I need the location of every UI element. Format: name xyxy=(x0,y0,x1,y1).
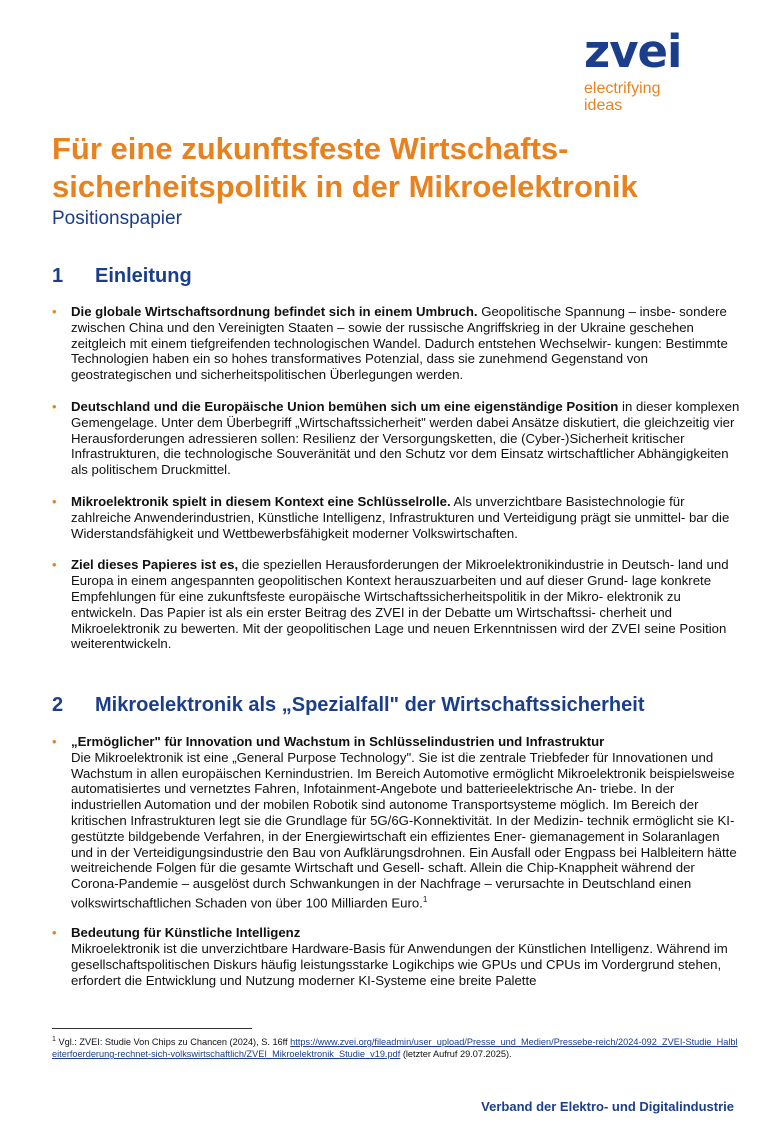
section-number: 1 xyxy=(52,265,64,287)
bullet-heading: Bedeutung für Künstliche Intelligenz xyxy=(71,925,301,941)
section-title: Einleitung xyxy=(95,265,192,287)
section-heading-1 xyxy=(52,265,192,288)
document-title xyxy=(52,130,742,206)
footnote-reference[interactable]: 1 xyxy=(422,894,428,904)
logo-tagline-line1: electrifying xyxy=(584,80,661,97)
list-item xyxy=(52,734,742,911)
footnote-suffix: (letzter Aufruf 29.07.2025). xyxy=(402,1049,512,1060)
zvei-logo xyxy=(584,25,744,114)
bullet-lead: Mikroelektronik spielt in diesem Kontext eine Schlüsselrolle. xyxy=(71,493,451,509)
bullet-dot-icon: • xyxy=(52,557,57,573)
bullet-text: Die Mikroelektronik ist eine „General Purpose Technology". Sie ist die zentrale Triebfeder für Innovationen und Wachstum in allen europäischen Kernindustrien. Im Bereich Automotive ermöglicht Mikroelektronik beispielsweise automatisiertes und vernetztes Fahren, Infotainment-Angebote und batterieelektrische An- triebe. In der industriellen Automation und der mobilen Robotik sind autonome Transportsysteme möglich. Im Bereich der kritischen Infrastrukturen legt sie die Grundlage für 5G/6G-Konnektivität. In der Medizin- technik ermöglicht sie KI-gestützte bildgebende Verfahren, in der Energiewirtschaft ein effizientes Ener- giemanagement in Solaranlagen und in der Verteidigungsindustrie den Bau von Aufklärungsdrohnen. Ein Ausfall oder Engpass bei Halbleitern hätte weitreichende Folgen für die gesamte Wirtschaft und Gesell- schaft. Allein die Chip-Knappheit während der Corona-Pandemie – ausgelöst durch Schwankungen in der Nachfrage – verursachte in Deutschland einen volkswirtschaftlichen Schaden von über 100 Milliarden Euro. xyxy=(71,749,737,911)
footnote-link[interactable]: https://www.zvei.org/fileadmin/user_upload/Presse_und_Medien/Pressebe-reich/2024-092_ZVEI-Studie_Halbleiterfoerderung-rechnet-sich-volkswirtschaftlich/ZVEI_Mikroelektronik_Studie_v19.pdf xyxy=(52,1037,738,1060)
bullet-heading: „Ermöglicher" für Innovation und Wachstum in Schlüsselindustrien und Infrastruktur xyxy=(71,734,605,749)
bullet-lead: Die globale Wirtschaftsordnung befindet sich in einem Umbruch. xyxy=(71,304,478,319)
footnote-text: Vgl.: ZVEI: Studie Von Chips zu Chancen (2024), S. 16ff xyxy=(58,1037,288,1048)
section-1-bullet-list xyxy=(52,304,742,668)
bullet-dot-icon: • xyxy=(52,398,57,414)
bullet-dot-icon: • xyxy=(52,734,57,749)
title-line-2: sicherheitspolitik in der Mikroelektronik xyxy=(52,169,638,204)
bullet-text: Als unverzichtbare Basistechnologie für zahlreiche Anwenderindustrien, Künstliche Intelligenz, Infrastrukturen und Verteidigung prägt sie unmittel- bar die Widerstandsfähigkeit und Wettbewerbsfähigkeit moderner Volkswirtschaften. xyxy=(71,493,730,541)
bullet-text: Mikroelektronik ist die unverzichtbare Hardware-Basis für Anwendungen der Künstlichen Intelligenz. Während im gesellschaftspolitischen Diskurs häufig leistungsstarke Logikchips wie GPUs und CPUs im Vordergrund stehen, erfordert die Entwicklung und Nutzung moderner KI-Systeme eine breite Palette xyxy=(71,940,728,988)
list-item xyxy=(52,399,742,478)
bullet-dot-icon: • xyxy=(52,925,57,941)
logo-wordmark: zvei xyxy=(584,25,682,78)
footnote-divider xyxy=(52,1028,252,1029)
section-number: 2 xyxy=(52,694,64,716)
footer-organization: Verband der Elektro- und Digitalindustrie xyxy=(481,1099,734,1114)
bullet-dot-icon: • xyxy=(52,493,57,509)
footnote-marker: 1 xyxy=(52,1036,56,1043)
bullet-text: in dieser komplexen Gemengelage. Unter dem Überbegriff „Wirtschaftssicherheit" werden dabei Ansätze diskutiert, die gleichzeitig vier Herausforderungen adressieren sollen: Resilienz der Versorgungsketten, die (Cyber-)Sicherheit kritischer Infrastrukturen, die technologische Souveränität und den Schutz vor dem Einsatz wirtschaftlicher Abhängigkeiten als politischem Druckmittel. xyxy=(71,398,740,478)
section-title: Mikroelektronik als „Spezialfall" der Wirtschaftssicherheit xyxy=(95,694,645,716)
bullet-text: die speziellen Herausforderungen der Mikroelektronikindustrie in Deutsch- land und Europa in einem angespannten geopolitischen Kontext herauszuarbeiten und auf dieser Grund- lage konkrete Empfehlungen für eine zukunftsfeste europäische Wirtschaftssicherheitspolitik in der Mikro- elektronik zu entwickeln. Das Papier ist als ein erster Beitrag des ZVEI in der Debatte um Wirtschaftssi- cherheit und Mikroelektronik zu bewerten. Mit der geopolitischen Lage und neuen Erkenntnissen wird der ZVEI seine Position weiterentwickeln. xyxy=(71,557,729,652)
footnote xyxy=(52,1034,742,1060)
bullet-dot-icon: • xyxy=(52,304,57,319)
list-item xyxy=(52,925,742,988)
title-line-1: Für eine zukunftsfeste Wirtschafts- xyxy=(52,131,569,166)
list-item xyxy=(52,557,742,652)
bullet-lead: Deutschland und die Europäische Union bemühen sich um eine eigenständige Position xyxy=(71,398,619,414)
logo-tagline xyxy=(584,80,744,114)
document-subtitle: Positionspapier xyxy=(52,208,182,229)
section-2-bullet-list xyxy=(52,734,742,1002)
logo-tagline-line2: ideas xyxy=(584,97,623,114)
bullet-lead: Ziel dieses Papieres ist es, xyxy=(71,557,239,573)
list-item xyxy=(52,494,742,541)
list-item xyxy=(52,304,742,383)
section-heading-2 xyxy=(52,694,644,717)
bullet-text: Geopolitische Spannung – insbe- sondere zwischen China und den Vereinigten Staaten – sowie der russische Angriffskrieg in der Ukraine geschehen zeitgleich mit einem tiefgreifenden technologischen Wandel. Dadurch entstehen Wechselwir- kungen: Bestimmte Technologien haben ein so hohes transformatives Potenzial, dass sie zunehmend Gegenstand von geostrategischen und sicherheitspolitischen Überlegungen werden. xyxy=(71,304,728,383)
